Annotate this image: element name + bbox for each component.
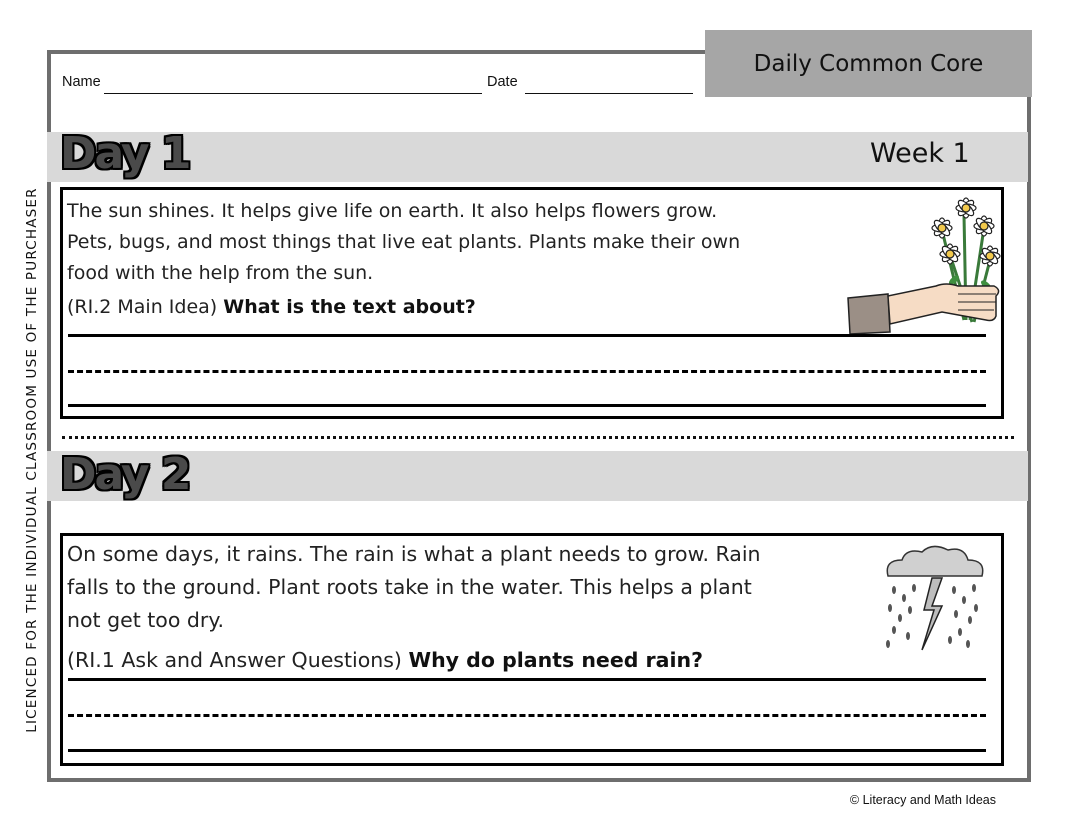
- day2-passage-line: On some days, it rains. The rain is what a plant needs to grow. Rain: [67, 542, 761, 566]
- day1-answer-line-middle[interactable]: [68, 370, 986, 373]
- day2-passage-line: falls to the ground. Plant roots take in the water. This helps a plant: [67, 575, 752, 599]
- day1-title: Day 1: [60, 128, 190, 179]
- day2-question: Why do plants need rain?: [408, 648, 704, 672]
- header-title: Daily Common Core: [753, 50, 984, 77]
- day2-band: [47, 451, 1028, 501]
- name-label: Name: [62, 74, 101, 90]
- date-label: Date: [487, 74, 518, 90]
- day1-standard: (RI.2 Main Idea): [67, 296, 218, 318]
- day2-passage: [67, 538, 857, 637]
- license-note-text: LICENCED FOR THE INDIVIDUAL CLASSROOM USE OF THE PURCHASER: [24, 187, 40, 733]
- day2-answer-line-middle[interactable]: [68, 714, 986, 717]
- copyright-notice: © Literacy and Math Ideas: [849, 793, 996, 807]
- name-field[interactable]: [104, 93, 482, 94]
- day1-question-line: [67, 296, 476, 318]
- day1-passage-line: Pets, bugs, and most things that live eat plants. Plants make their own: [67, 231, 741, 253]
- hand-holding-flowers-icon: [846, 190, 1004, 336]
- date-field[interactable]: [525, 93, 693, 94]
- day1-answer-line-top[interactable]: [68, 334, 986, 337]
- day2-passage-line: not get too dry.: [67, 608, 225, 632]
- day1-passage: [67, 196, 847, 289]
- rain-cloud-lightning-icon: [870, 540, 998, 672]
- week-label: Week 1: [870, 138, 970, 169]
- day2-title: Day 2: [60, 449, 190, 500]
- day1-question: What is the text about?: [223, 296, 476, 318]
- header-title-box: [705, 30, 1032, 97]
- day2-standard: (RI.1 Ask and Answer Questions): [67, 648, 402, 672]
- day2-answer-line-bottom[interactable]: [68, 749, 986, 752]
- day1-passage-line: The sun shines. It helps give life on earth. It also helps flowers grow.: [67, 200, 718, 222]
- day1-passage-line: food with the help from the sun.: [67, 262, 374, 284]
- day2-answer-line-top[interactable]: [68, 678, 986, 681]
- day1-answer-line-bottom[interactable]: [68, 404, 986, 407]
- day2-question-line: [67, 648, 703, 672]
- cut-line-separator: [62, 436, 1014, 439]
